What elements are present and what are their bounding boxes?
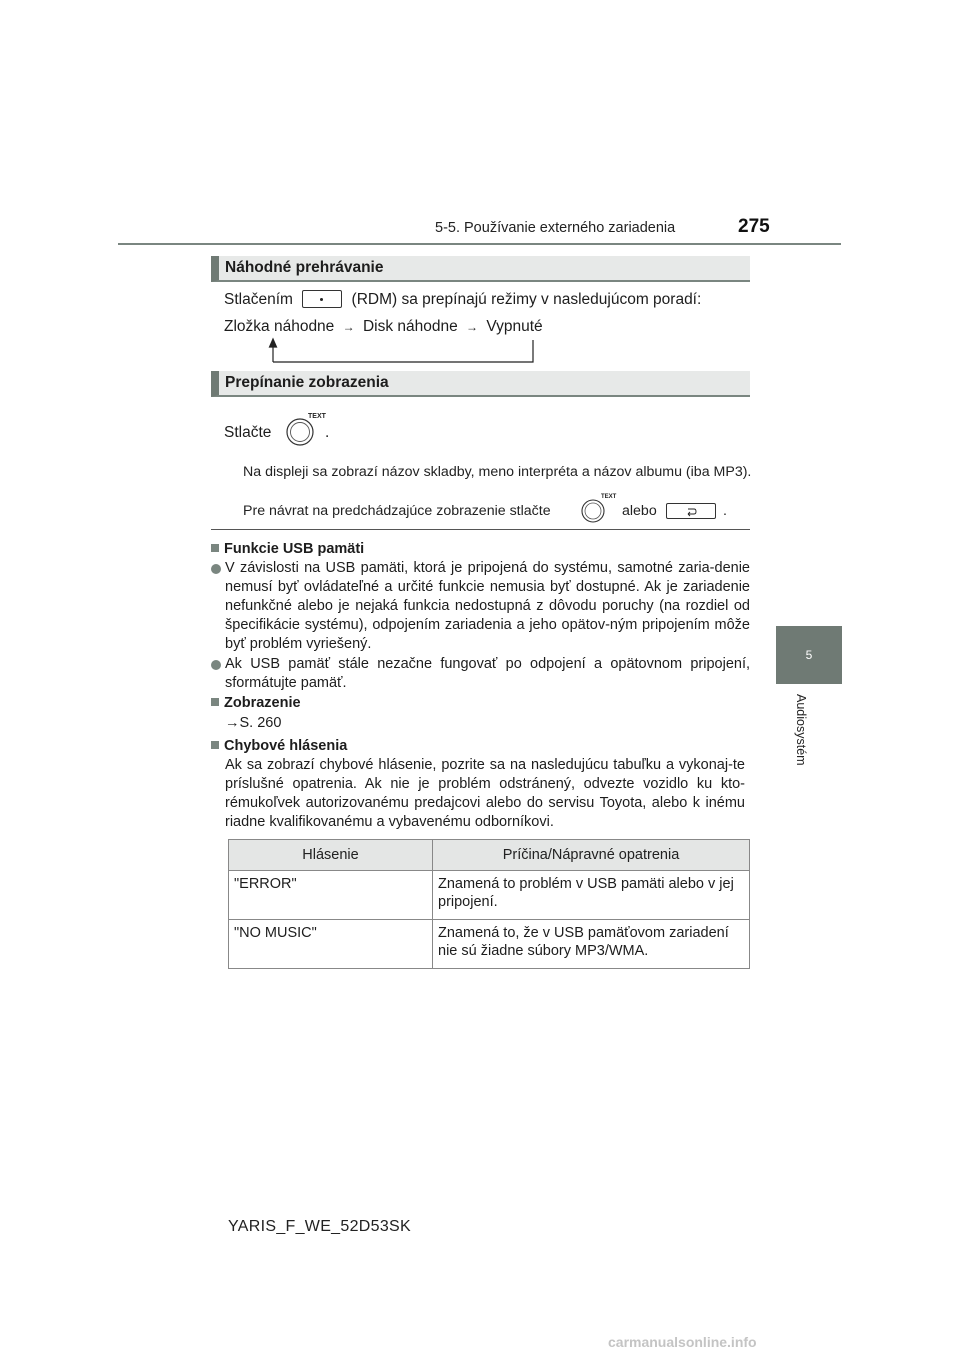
arrow-right-icon: → [466,320,479,334]
sequence-item-off: Vypnuté [486,318,543,335]
random-instruction-pre: Stlačením [224,291,293,309]
chapter-number: 5 [805,648,813,662]
return-period: . [723,503,727,519]
chapter-tab [776,626,842,684]
round-bullet-icon [211,564,221,574]
table-row [229,920,750,969]
error-cause-cell: Znamená to problém v USB pamäti alebo v jej pripojení. [433,871,750,920]
display-switch-instruction [224,424,271,442]
random-playback-heading-text: Náhodné prehrávanie [225,259,384,276]
usb-note-1: V závislosti na USB pamäti, ktorá je pripojená do systému, samotné zaria-denie nemusí byť ovládateľné a určité funkcie nemusia byť dostupné. Ak je zariadenie nefunkčné alebo je nejaká funkcia nedostupná z dôvodu poruchy (na rozdiel od špecifikácie systému), odpojením zariadenia a jeho opätov-ným pripojením môže byť problém vyriešený. [225,560,750,652]
error-code-cell: "ERROR" [229,871,433,920]
random-playback-heading [211,256,750,282]
square-bullet-icon [211,544,219,552]
knob-label: TEXT [308,413,326,420]
text-knob-small-icon [579,494,615,524]
press-label: Stlačte [224,424,272,441]
section-title: 5-5. Používanie externého zariadenia [435,220,676,236]
error-messages-title [211,738,347,754]
error-messages-text: Ak sa zobrazí chybové hlásenie, pozrite sa na nasledujúcu tabuľku a vykonaj-te príslušné opatrenia. Ak nie je problém odstránený, odvezte vozidlo ku kto-rémukoľvek autorizovanému predajcovi alebo do servisu Toyota, alebo k inému riadne kvalifikovanému a vybavenému odborníkovi. [225,757,745,830]
column-header-cause: Príčina/Nápravné opatrenia [433,840,750,871]
round-bullet-icon [211,660,221,670]
watermark: carmanualsonline.info [608,1334,757,1350]
sequence-item-folder: Zložka náhodne [224,318,335,335]
error-cause-cell: Znamená to, že v USB pamäťovom zariadení nie sú žiadne súbory MP3/WMA. [433,920,750,969]
display-switch-heading-text: Prepínanie zobrazenia [225,374,389,391]
page-number: 275 [738,216,770,237]
square-bullet-icon [211,741,219,749]
display-note-title [211,695,301,711]
return-instruction-pre: Pre návrat na predchádzajúce zobrazenie stlačte [243,503,551,519]
cycle-arrow-icon [266,336,538,366]
table-header-row [229,840,750,871]
display-switch-desc: Na displeji sa zobrazí názov skladby, meno interpréta a názov albumu (iba MP3). [243,464,752,480]
knob-small-label: TEXT [601,494,617,500]
usb-note-2: Ak USB pamäť stále nezačne fungovať po odpojení a opätovnom pripojení, sformátujte pamäť. [225,656,750,691]
usb-functions-title [211,541,364,557]
table-row [229,871,750,920]
header-rule [118,243,841,245]
rdm-button-icon [302,290,342,308]
text-knob-icon [283,412,326,448]
return-or: alebo [622,503,657,519]
random-instruction [224,291,701,309]
random-sequence [224,318,543,336]
display-note-title-text: Zobrazenie [224,695,301,711]
sequence-item-disc: Disk náhodne [362,318,458,335]
error-messages-title-text: Chybové hlásenia [224,738,348,754]
square-bullet-icon [211,698,219,706]
section-separator [211,529,750,530]
chapter-label [766,690,852,810]
column-header-message: Hlásenie [229,840,433,871]
random-instruction-post: (RDM) sa prepínajú režimy v nasledujúcom poradí: [351,291,702,309]
back-button-icon [666,503,716,519]
error-code-cell: "NO MUSIC" [229,920,433,969]
document-code: YARIS_F_WE_52D53SK [228,1218,411,1235]
chapter-title: Audiosystém [794,694,808,766]
error-table [228,839,750,969]
usb-functions-title-text: Funkcie USB pamäti [224,541,365,557]
page-reference: →S. 260 [225,715,282,731]
return-instruction [243,502,551,520]
press-period: . [325,424,330,441]
display-switch-heading [211,371,750,397]
arrow-right-icon: → [342,320,355,334]
